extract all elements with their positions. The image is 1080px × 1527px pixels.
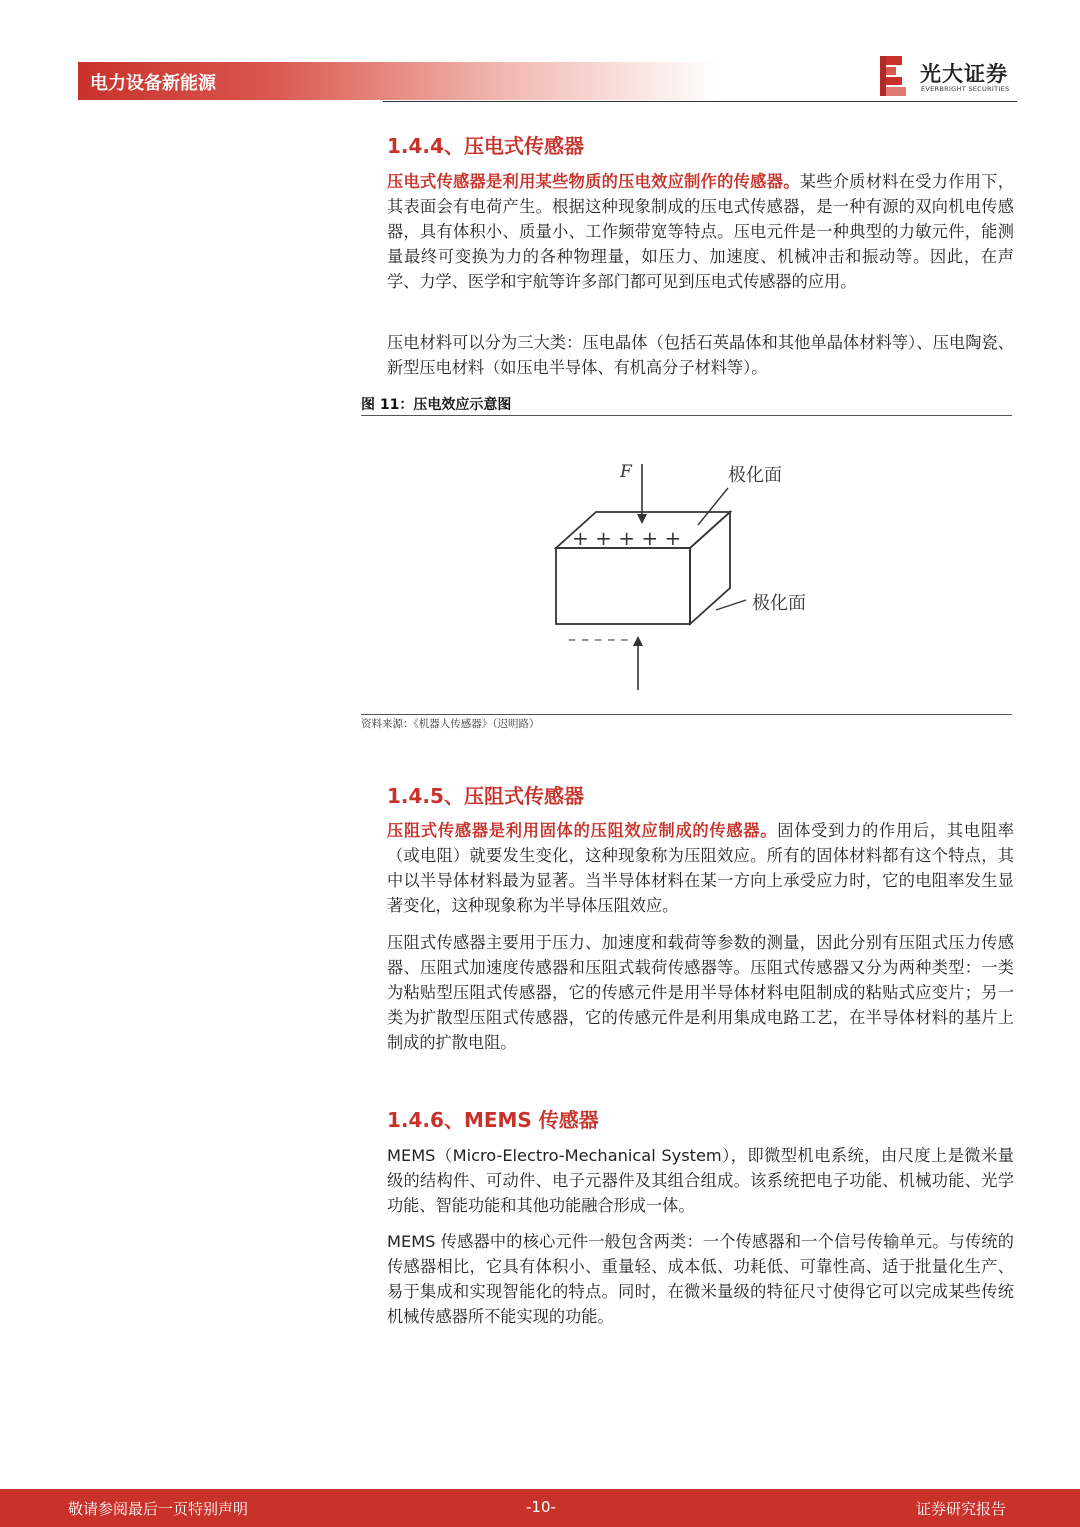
body-text: 固体受到力的作用后，其电阻率（或电阻）就要发生变化，这种现象称为压阻效应。所有的固体材料都有这个特点，其中以半导体材料最为显著。当半导体材料在某一方向上承受应力时，它的电阻率发生显著变化，这种现象称为半导体压阻效应。 xyxy=(387,821,1015,915)
body-text: 某些介质材料在受力作用下，其表面会有电荷产生。根据这种现象制成的压电式传感器，是一种有源的双向机电传感器，具有体积小、质量小、工作频带宽等特点。压电元件是一种典型的力敏元件，能测量最终可变换为力的各种物理量，如压力、加速度、机械冲击和振动等。因此，在声学、力学、医学和宇航等许多部门都可见到压电式传感器的应用。 xyxy=(387,172,1015,291)
figure-title: 图 11：压电效应示意图 xyxy=(361,397,512,413)
top-face-label: 极化面 xyxy=(728,465,782,486)
everbright-logo-icon xyxy=(878,56,908,96)
force-label: F xyxy=(620,462,632,482)
highlight-text: 压电式传感器是利用某些物质的压电效应制作的传感器。 xyxy=(387,172,800,191)
leader-line-top xyxy=(698,488,728,525)
paragraph-piezoresistive-types: 压阻式传感器主要用于压力、加速度和载荷等参数的测量，因此分别有压阻式压力传感器、压阻式加速度传感器和压阻式载荷传感器等。压阻式传感器又分为两种类型：一类为粘贴型压阻式传感器，它的传感元件是用半导体材料电阻制成的粘贴式应变片；另一类为扩散型压阻式传感器，它的传感元件是利用集成电路工艺，在半导体材料的基片上制成的扩散电阻。 xyxy=(387,933,1014,1052)
figure-source: 资料来源：《机器人传感器》（迟明路） xyxy=(361,718,540,730)
footer-report-type: 证券研究报告 xyxy=(915,1500,1006,1518)
force-arrowhead-bottom xyxy=(633,636,643,646)
footer-disclaimer: 敬请参阅最后一页特别声明 xyxy=(68,1500,249,1518)
paragraph-piezoresistive-intro xyxy=(387,818,1014,918)
header-divider xyxy=(383,101,1017,102)
heading-1-4-6: 1.4.6、MEMS 传感器 xyxy=(387,1108,599,1132)
page-number: -10- xyxy=(526,1498,556,1516)
footer-bar xyxy=(0,1489,1080,1527)
company-logo xyxy=(878,56,1018,98)
paragraph-mems-intro: MEMS（Micro-Electro-Mechanical System），即微型机电系统，由尺度上是微米量级的结构件、可动件、电子元器件及其组合组成。该系统把电子功能、机械功能、光学功能、智能功能和其他功能融合形成一体。 xyxy=(387,1146,1014,1215)
paragraph-piezoelectric-materials: 压电材料可以分为三大类：压电晶体（包括石英晶体和其他单晶体材料等）、压电陶瓷、新型压电材料（如压电半导体、有机高分子材料等）。 xyxy=(387,333,1014,377)
figure-top-rule xyxy=(361,415,1012,416)
highlight-text: 压阻式传感器是利用固体的压阻效应制成的传感器。 xyxy=(387,821,778,840)
leader-line-side xyxy=(716,600,746,610)
paragraph-piezoelectric-intro xyxy=(387,169,1014,294)
header-band xyxy=(78,62,718,100)
paragraph-mems-core: MEMS 传感器中的核心元件一般包含两类：一个传感器和一个信号传输单元。与传统的传感器相比，它具有体积小、重量轻、成本低、功耗低、可靠性高、适于批量化生产、易于集成和实现智能化的特点。同时，在微米量级的特征尺寸使得它可以完成某些传统机械传感器所不能实现的功能。 xyxy=(387,1232,1014,1326)
force-arrowhead-top xyxy=(637,514,647,524)
figure-bottom-rule xyxy=(361,714,1012,715)
section-label: 电力设备新能源 xyxy=(90,73,216,94)
piezoelectric-effect-diagram xyxy=(520,450,840,700)
logo-text-en: EVERBRIGHT SECURITIES xyxy=(921,85,1010,93)
positive-charges: + + + + + xyxy=(572,526,682,550)
logo-text-cn: 光大证券 xyxy=(920,62,1008,86)
negative-charges: – – – – – xyxy=(568,629,629,648)
crystal-front-face xyxy=(556,548,690,624)
side-face-label: 极化面 xyxy=(752,593,806,614)
heading-1-4-5: 1.4.5、压阻式传感器 xyxy=(387,784,584,808)
heading-1-4-4: 1.4.4、压电式传感器 xyxy=(387,134,584,158)
